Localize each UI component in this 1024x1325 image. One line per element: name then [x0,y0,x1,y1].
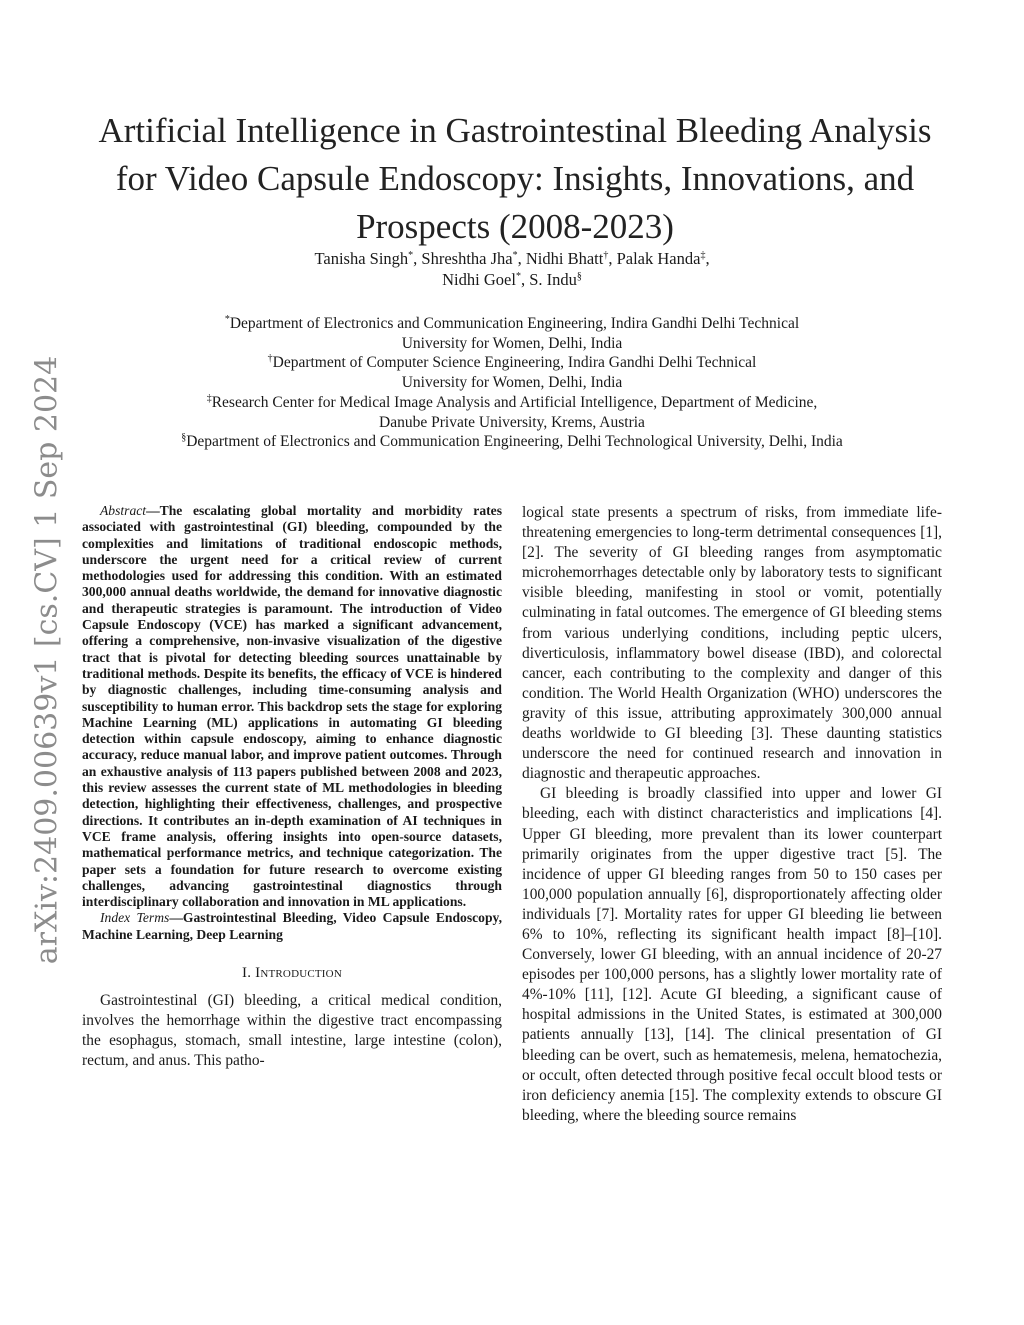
author-name: Palak Handa [616,249,701,268]
author-name: S. Indu [529,270,577,289]
affiliation-text: Department of Electronics and Communication Engineering, Indira Gandhi Delhi Technical [229,315,800,332]
author-list [160,248,864,290]
arxiv-stamp [21,355,73,965]
author-mark: § [576,271,582,282]
intro-paragraph-2: GI bleeding is broadly classified into upper and lower GI bleeding, each with distinct characteristics and implications [4]. Upper GI bleeding, more prevalent than its lower counterpart primarily originates from the upper digestive tract [5]. The incidence of upper GI bleeding ranges from 50 to 150 cases per 100,000 population annually [6], disproportionately affecting older individuals [7]. Mortality rates for upper GI bleeding lie between 6% to 10%, reflecting its significant health impact [8]–[10]. Conversely, lower GI bleeding, with an annual incidence of 20-27 episodes per 100,000 persons, has a slightly lower mortality rate of 4%-10% [11], [12]. Acute GI bleeding, a significant cause of hospital admissions in the United States, is estimated at 300,000 patients annually [13], [14]. The clinical presentation of GI bleeding can be overt, such as hematemesis, melena, hematochezia, or occult, often detected through positive fecal occult blood tests or iron deficiency anemia [15]. The complexity extends to obscure GI bleeding, where the bleeding source remains [522,785,942,1124]
author-name: Nidhi Goel [442,270,516,289]
index-terms-dash: — [169,910,183,926]
abstract-dash: — [146,503,160,518]
section-title: Introduction [255,965,342,982]
affiliation-text: Department of Computer Science Engineering, Indira Gandhi Delhi Technical [272,354,757,372]
intro-paragraph-1-cont: logical state presents a spectrum of risks, from immediate life-threatening emergencies to long-term detrimental consequences [1], [2]. The severity of GI bleeding ranges from asymptomatic microhemorrhages detectable only by laboratory tests to significant visible bleeding, manifesting in stool or vomit, potentially culminating in fatal outcomes. The emergence of GI bleeding stems from various underlying conditions, including peptic ulcers, diverticulosis, inflammatory bowel disease (IBD), and colorectal cancer, each contributing to the complexity and danger of this condition. The World Health Organization (WHO) underscores the gravity of this issue, attributing approximately 300,000 annual deaths worldwide to GI bleeding [3]. These daunting statistics underscore the need for continued research and innovation in diagnostic and therapeutic approaches. [522,504,942,783]
arxiv-identifier: arXiv:2409.00639v1 [cs.CV] 1 Sep 2024 [29,355,65,965]
affiliation-mark: § [181,432,187,444]
affiliation-cont: University for Women, Delhi, India [401,374,623,392]
affiliation-cont: Danube Private University, Krems, Austria [379,413,645,431]
author-name: Tanisha Singh [314,249,409,268]
index-terms-label: Index Terms [100,910,170,926]
affiliation-mark: † [267,353,273,365]
affiliation-mark: * [224,314,230,325]
author-mark: * [515,271,521,282]
affiliation [110,432,914,452]
affiliation-list [110,314,914,452]
affiliation [110,393,914,413]
abstract [82,503,502,910]
affiliation [110,314,914,334]
right-column [522,503,942,1126]
intro-paragraph-1: Gastrointestinal (GI) bleeding, a critical medical condition, involves the hemorrhage within the digestive tract encompassing the esophagus, stomach, small intestine, large intestine (colon), rectum, and anus. This patho- [82,992,502,1070]
abstract-text: The escalating global mortality and morbidity rates associated with gastrointestinal (GI) bleeding, compounded by the complexities and limitations of traditional endoscopic methods, underscore the urgent need for a critical review of current methodologies used for addressing this condition. With an estimated 300,000 annual deaths worldwide, the demand for innovative diagnostic and therapeutic strategies is paramount. The introduction of Video Capsule Endoscopy (VCE) has marked a significant advancement, offering a comprehensive, non-invasive visualization of the digestive tract that is pivotal for detecting bleeding sources unattainable by traditional methods. Despite its benefits, the efficacy of VCE is hindered by diagnostic challenges, including time-consuming analysis and susceptibility to human error. This backdrop sets the stage for exploring Machine Learning (ML) applications in automating GI bleeding detection within capsule endoscopy, aiming to enhance diagnostic accuracy, reduce manual labor, and improve patient outcomes. Through an exhaustive analysis of 113 papers published between 2008 and 2023, this review assesses the current state of ML methodologies in bleeding detection, highlighting their effectiveness, challenges, and prospective directions. It contributes an in-depth examination of AI techniques in VCE frame analysis, offering insights into open-source datasets, mathematical performance metrics, and technique categorization. The paper sets a foundation for future research to overcome existing challenges, advancing gastrointestinal diagnostics through interdisciplinary collaboration and innovation in ML applications. [82,503,502,910]
affiliation-text: Research Center for Medical Image Analysis and Artificial Intelligence, Department of Medicine, [211,393,818,411]
paper-title: Artificial Intelligence in Gastrointestinal Bleeding Analysis for Video Capsule Endoscopy: Insights, Innovations, and Prospects (2008-2023) [98,111,932,247]
index-terms-text: Gastrointestinal Bleeding, Video Capsule Endoscopy, Machine Learning, Deep Learning [82,910,502,942]
author-mark: * [408,250,414,261]
affiliation-text: Department of Electronics and Communication Engineering, Delhi Technological University, Delhi, India [186,433,843,451]
abstract-label: Abstract [100,503,147,518]
affiliation-mark: ‡ [206,392,212,404]
author-mark: * [512,250,518,261]
author-mark: † [603,250,609,261]
affiliation [110,353,914,373]
left-column [82,503,502,1071]
author-line-1: Tanisha Singh*, Shreshtha Jha*, Nidhi Bhatt†, Palak Handa‡, [314,249,710,268]
section-number: I. [242,965,252,982]
author-line-2: Nidhi Goel*, S. Indu§ [442,270,582,289]
section-heading-introduction [82,965,502,982]
author-mark: ‡ [700,250,706,261]
author-name: Nidhi Bhatt [525,249,604,268]
index-terms [82,910,502,943]
affiliation-cont: University for Women, Delhi, India [401,334,623,352]
author-name: Shreshtha Jha [421,249,513,268]
